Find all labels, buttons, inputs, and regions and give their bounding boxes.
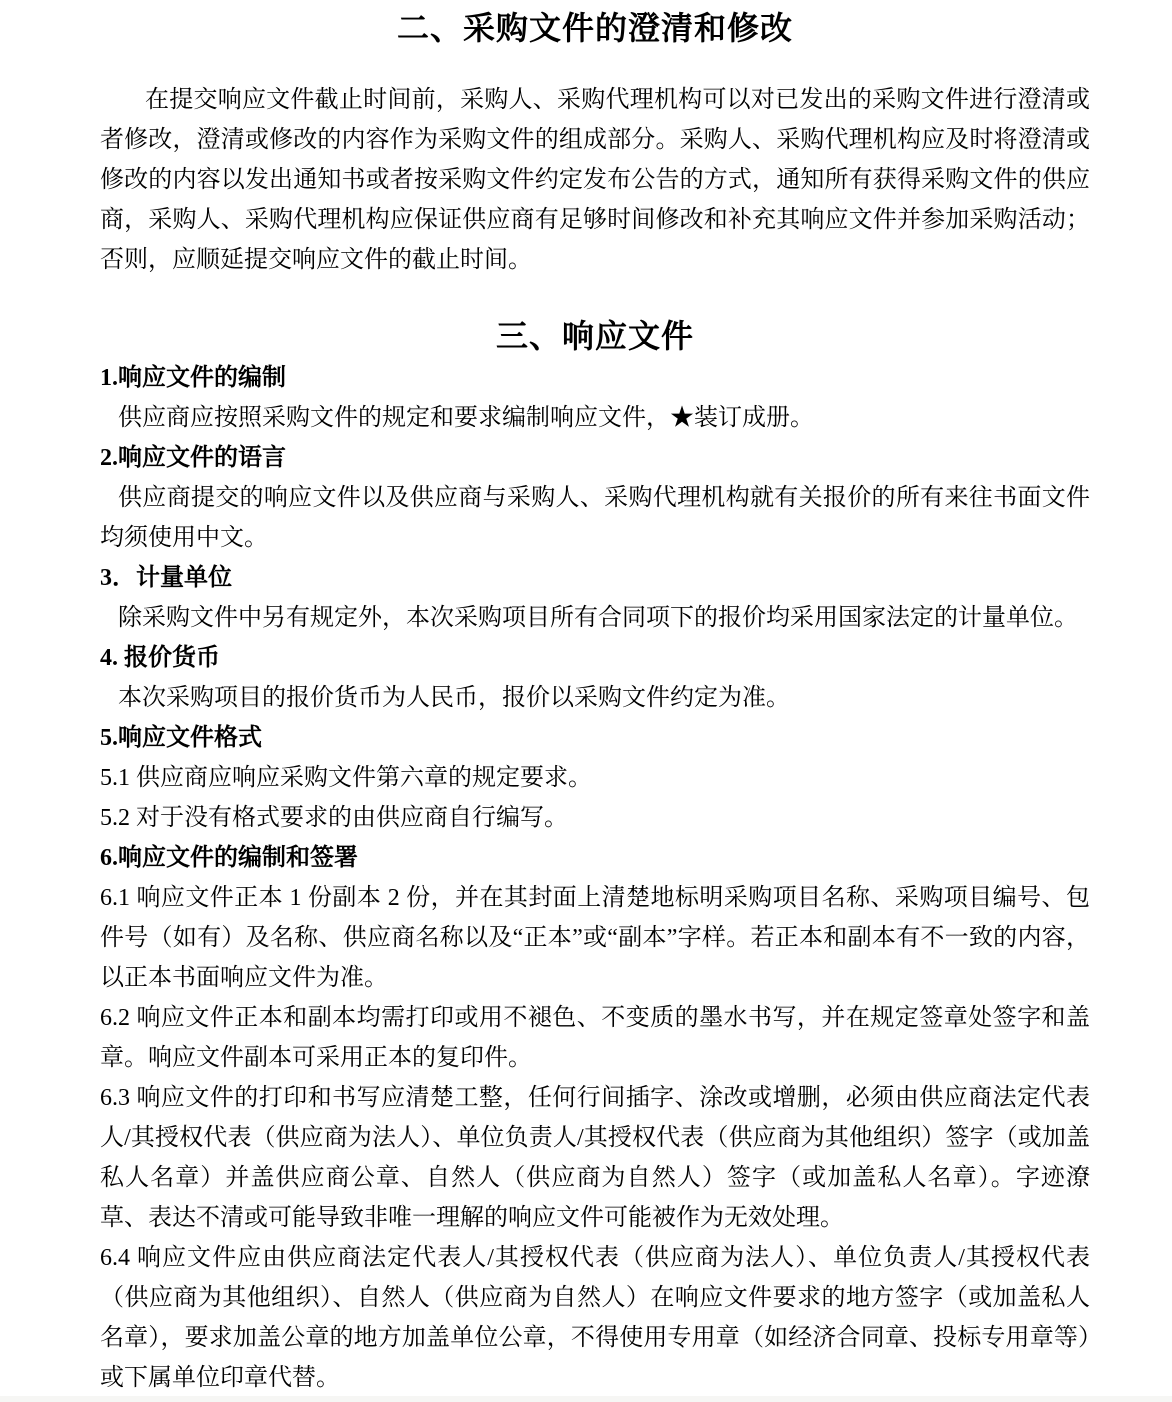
item-1-heading: 1.响应文件的编制 [100,365,286,391]
item-3-heading: 3．计量单位 [100,565,232,591]
item-1-paragraph: 供应商应按照采购文件的规定和要求编制响应文件，★装订成册。 [118,405,814,431]
item-6-paragraph-6-1: 6.1 响应文件正本 1 份副本 2 份，并在其封面上清楚地标明采购项目名称、采购项目编号、包件号（如有）及名称、供应商名称以及“正本”或“副本”字样。若正本和副本有不一致的内容，以正本书面响应文件为准。 [100,885,1090,991]
item-3-paragraph: 除采购文件中另有规定外，本次采购项目所有合同项下的报价均采用国家法定的计量单位。 [118,605,1078,631]
section-2-title: 二、采购文件的澄清和修改 [396,10,793,46]
item-6-heading: 6.响应文件的编制和签署 [100,845,358,871]
section-3-title: 三、响应文件 [495,318,694,354]
item-6-paragraph-6-3: 6.3 响应文件的打印和书写应清楚工整，任何行间插字、涂改或增删，必须由供应商法定代表人/其授权代表（供应商为法人）、单位负责人/其授权代表（供应商为其他组织）签字（或加盖私人名章）并盖供应商公章、自然人（供应商为自然人）签字（或加盖私人名章）。字迹潦草、表达不清或可能导致非唯一理解的响应文件可能被作为无效处理。 [100,1085,1090,1231]
item-2-heading: 2.响应文件的语言 [100,445,286,471]
item-5-heading: 5.响应文件格式 [100,725,262,751]
item-5-paragraph-5-1: 5.1 供应商应响应采购文件第六章的规定要求。 [100,765,592,791]
item-6-paragraph-6-4: 6.4 响应文件应由供应商法定代表人/其授权代表（供应商为法人）、单位负责人/其授权代表（供应商为其他组织）、自然人（供应商为自然人）在响应文件要求的地方签字（或加盖私人名章），要求加盖公章的地方加盖单位公章，不得使用专用章（如经济合同章、投标专用章等）或下属单位印章代替。 [100,1245,1090,1391]
item-2-paragraph: 供应商提交的响应文件以及供应商与采购人、采购代理机构就有关报价的所有来往书面文件均须使用中文。 [100,485,1090,551]
item-5-paragraph-5-2: 5.2 对于没有格式要求的由供应商自行编写。 [100,805,568,831]
item-6-paragraph-6-2: 6.2 响应文件正本和副本均需打印或用不褪色、不变质的墨水书写，并在规定签章处签字和盖章。响应文件副本可采用正本的复印件。 [100,1005,1090,1071]
section-2-paragraph: 在提交响应文件截止时间前，采购人、采购代理机构可以对已发出的采购文件进行澄清或者修改，澄清或修改的内容作为采购文件的组成部分。采购人、采购代理机构应及时将澄清或修改的内容以发出通知书或者按采购文件约定发布公告的方式，通知所有获得采购文件的供应商，采购人、采购代理机构应保证供应商有足够时间修改和补充其响应文件并参加采购活动；否则，应顺延提交响应文件的截止时间。 [100,87,1090,273]
item-4-heading: 4. 报价货币 [100,645,220,671]
item-4-paragraph: 本次采购项目的报价货币为人民币，报价以采购文件约定为准。 [118,685,790,711]
page-bottom-edge [0,1396,1172,1402]
